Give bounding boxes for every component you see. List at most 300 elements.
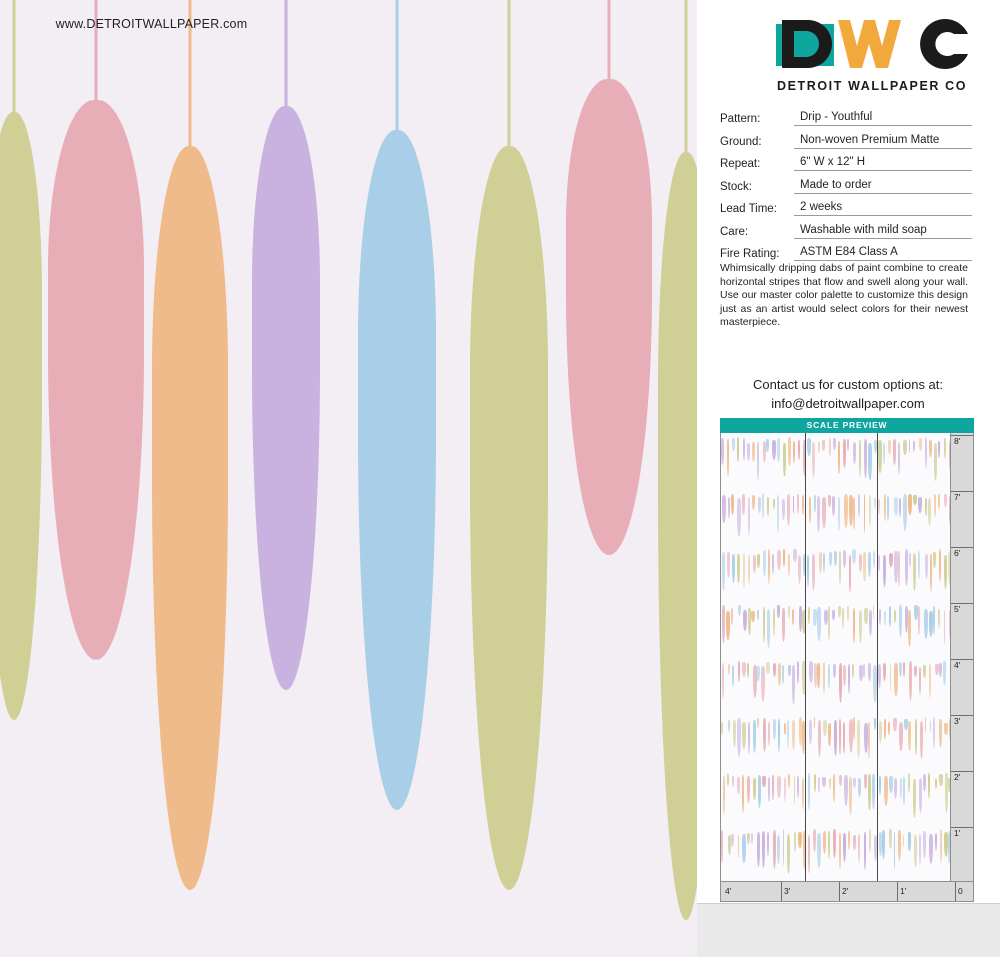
preview-drip xyxy=(889,776,893,793)
preview-drip xyxy=(944,438,946,459)
preview-drip xyxy=(853,835,856,851)
preview-drip xyxy=(857,720,860,758)
preview-drip xyxy=(898,551,900,587)
preview-drip xyxy=(747,443,750,461)
preview-drip xyxy=(728,835,731,855)
preview-drip xyxy=(818,442,820,453)
preview-drip xyxy=(797,494,799,515)
drip-shape xyxy=(658,0,697,957)
preview-drip xyxy=(873,605,875,618)
preview-drip xyxy=(893,439,897,464)
preview-drip xyxy=(925,437,927,469)
preview-drip xyxy=(807,438,811,456)
spec-row xyxy=(720,178,972,194)
preview-drip xyxy=(792,720,795,750)
preview-drip xyxy=(844,775,848,806)
preview-drip xyxy=(884,611,886,626)
contact-block xyxy=(720,375,976,413)
preview-drip xyxy=(748,555,750,584)
preview-drip xyxy=(721,830,723,864)
info-panel xyxy=(697,0,1000,957)
preview-drip xyxy=(762,493,764,518)
preview-drip xyxy=(772,554,774,573)
preview-drip xyxy=(748,722,750,754)
preview-drip xyxy=(839,775,843,786)
ruler-tick-horizontal: 2' xyxy=(839,882,848,901)
spec-row xyxy=(720,245,972,261)
preview-drip xyxy=(784,777,786,802)
preview-drip xyxy=(913,441,915,452)
preview-drip xyxy=(823,831,826,854)
preview-drip xyxy=(833,829,836,857)
preview-drip xyxy=(727,439,729,475)
preview-drip xyxy=(808,835,810,873)
preview-drip xyxy=(887,496,889,521)
preview-drip xyxy=(777,835,780,864)
preview-drip xyxy=(809,661,813,683)
preview-drip xyxy=(812,554,815,592)
ruler-tick-vertical: 3' xyxy=(951,715,973,727)
preview-drip xyxy=(763,718,766,752)
preview-drip xyxy=(933,606,935,635)
logo-letters xyxy=(757,14,987,76)
preview-drip xyxy=(833,438,836,451)
preview-drip xyxy=(894,497,898,516)
preview-drip xyxy=(792,665,794,704)
preview-drip xyxy=(777,495,780,532)
preview-drip xyxy=(772,440,776,460)
preview-drip xyxy=(823,553,825,572)
preview-drip xyxy=(758,497,761,513)
preview-drip xyxy=(919,667,921,696)
preview-drip xyxy=(817,833,821,868)
preview-drip xyxy=(778,719,780,752)
preview-drip xyxy=(832,496,835,516)
preview-drip xyxy=(939,549,941,582)
ruler-tick-vertical: 6' xyxy=(951,547,973,559)
preview-drip xyxy=(822,497,825,528)
preview-drip xyxy=(813,829,816,852)
preview-drip xyxy=(747,663,749,678)
preview-drip xyxy=(903,494,907,531)
preview-drip xyxy=(899,662,902,678)
preview-wall xyxy=(721,433,951,881)
preview-drip xyxy=(919,778,923,813)
preview-drip xyxy=(903,835,905,847)
preview-drip xyxy=(832,610,835,620)
preview-drip xyxy=(848,664,850,694)
preview-drip xyxy=(777,605,779,618)
preview-drip xyxy=(722,605,725,643)
preview-drip xyxy=(748,497,750,536)
preview-drip xyxy=(819,552,822,572)
preview-drip xyxy=(868,552,871,577)
footer-website: www.DETROITWALLPAPER.com xyxy=(55,17,248,31)
scale-preview-body xyxy=(720,433,974,881)
preview-drip xyxy=(889,829,893,849)
preview-drip xyxy=(913,495,917,505)
preview-drip xyxy=(844,494,848,528)
preview-drip xyxy=(757,718,759,728)
preview-drip xyxy=(889,553,893,567)
preview-drip xyxy=(838,441,840,474)
preview-drip xyxy=(752,442,755,462)
preview-drip xyxy=(853,497,855,531)
preview-drip xyxy=(944,832,948,857)
preview-drip xyxy=(842,608,844,628)
preview-drip xyxy=(757,442,759,480)
spec-value: Made to order xyxy=(794,178,972,194)
scale-preview-title: SCALE PREVIEW xyxy=(720,418,974,433)
preview-drip xyxy=(823,662,826,694)
brand-logo xyxy=(757,14,987,93)
preview-drip xyxy=(879,776,881,795)
preview-drip xyxy=(834,551,837,566)
preview-drip xyxy=(748,608,750,636)
preview-drip xyxy=(938,441,940,457)
preview-drip xyxy=(847,439,849,451)
preview-drip xyxy=(802,778,804,810)
preview-drip xyxy=(797,776,799,799)
preview-drip xyxy=(743,610,747,631)
preview-drip xyxy=(722,663,724,699)
preview-drip xyxy=(823,720,827,737)
preview-drip xyxy=(817,663,819,688)
preview-drip xyxy=(849,777,853,814)
preview-drip xyxy=(935,833,937,852)
preview-drip xyxy=(863,664,866,678)
preview-drip xyxy=(908,832,910,851)
preview-drip xyxy=(753,555,756,573)
preview-drip xyxy=(788,606,790,618)
preview-drip xyxy=(763,607,765,643)
preview-drip xyxy=(751,611,755,622)
preview-drip xyxy=(737,554,739,584)
preview-drip xyxy=(919,834,921,866)
preview-drip xyxy=(882,830,885,859)
preview-drip xyxy=(807,555,809,587)
preview-drip xyxy=(783,443,785,476)
preview-drip xyxy=(753,778,757,800)
preview-drip xyxy=(808,773,810,810)
spec-row xyxy=(720,133,972,149)
preview-drip xyxy=(883,443,885,464)
panel-seam xyxy=(877,433,878,881)
preview-drip xyxy=(753,720,756,753)
preview-drip xyxy=(869,829,871,853)
drip-shape xyxy=(358,0,436,850)
preview-drip xyxy=(919,438,923,451)
preview-drip xyxy=(913,779,917,819)
preview-drip xyxy=(814,774,816,792)
preview-drip xyxy=(909,553,911,567)
scale-preview xyxy=(720,418,974,901)
preview-drip xyxy=(761,666,765,702)
preview-drip xyxy=(733,720,736,747)
preview-drip xyxy=(793,441,795,463)
preview-drip xyxy=(773,719,776,739)
preview-drip xyxy=(809,497,812,522)
preview-drip xyxy=(928,773,930,799)
pattern-description: Whimsically dripping dabs of paint combine to create horizontal stripes that flow and swell along your wall. Use our master color palette to customize this design just as an artist would select colors for their newest masterpiece. xyxy=(720,262,968,328)
preview-drip xyxy=(772,775,774,800)
preview-drip xyxy=(782,665,785,684)
preview-drip xyxy=(938,494,940,509)
preview-drip xyxy=(728,497,730,519)
spec-value: Non-woven Premium Matte xyxy=(794,133,972,149)
preview-drip xyxy=(777,438,780,461)
drip-shape xyxy=(0,0,42,760)
preview-drip xyxy=(864,774,867,788)
spec-value: 2 weeks xyxy=(794,200,972,216)
preview-drip xyxy=(935,664,939,675)
preview-drip xyxy=(743,553,746,589)
preview-drip xyxy=(782,499,785,520)
preview-drip xyxy=(847,606,849,621)
preview-drip xyxy=(833,664,837,678)
preview-drip xyxy=(783,549,786,567)
preview-drip xyxy=(874,498,876,508)
preview-drip xyxy=(778,663,781,686)
preview-drip xyxy=(903,440,907,455)
preview-drip xyxy=(843,665,846,687)
preview-drip xyxy=(933,552,936,569)
preview-drip xyxy=(794,832,796,852)
preview-drip xyxy=(773,499,775,509)
preview-drip xyxy=(918,551,920,579)
preview-drip xyxy=(728,720,730,732)
preview-drip xyxy=(751,833,753,843)
preview-drip xyxy=(814,495,817,513)
preview-drip xyxy=(914,666,917,677)
preview-drip xyxy=(777,550,780,571)
preview-drip xyxy=(890,664,892,692)
preview-drip xyxy=(859,554,862,573)
preview-drip xyxy=(742,775,745,814)
preview-drip xyxy=(794,775,796,806)
preview-drip xyxy=(900,778,903,799)
preview-drip xyxy=(938,609,940,628)
preview-drip xyxy=(731,608,733,625)
preview-drip xyxy=(899,498,901,518)
preview-drip xyxy=(742,834,745,863)
preview-drip xyxy=(879,609,881,625)
dwc-logo-icon xyxy=(772,14,972,76)
vertical-ruler xyxy=(950,433,973,881)
spec-label: Fire Rating: xyxy=(720,248,780,260)
preview-drip xyxy=(839,551,841,584)
preview-drip xyxy=(767,609,771,648)
preview-drip xyxy=(817,607,820,640)
preview-drip xyxy=(873,551,875,568)
preview-drip xyxy=(822,777,826,787)
preview-drip xyxy=(925,717,927,733)
preview-drip xyxy=(883,555,886,587)
preview-drip xyxy=(928,498,931,526)
ruler-tick-horizontal: 3' xyxy=(781,882,790,901)
preview-drip xyxy=(908,721,911,751)
spec-value: ASTM E84 Class A xyxy=(794,245,972,261)
preview-drip xyxy=(757,554,761,568)
preview-drip xyxy=(743,438,745,461)
preview-drip xyxy=(728,664,730,675)
preview-drip xyxy=(853,442,856,463)
preview-drip xyxy=(925,554,928,579)
preview-drip xyxy=(737,437,740,462)
drip-shape xyxy=(252,0,320,730)
preview-drip xyxy=(767,832,769,857)
preview-drip xyxy=(822,440,825,452)
preview-drip xyxy=(864,439,867,478)
preview-drip xyxy=(930,554,932,592)
preview-drip xyxy=(839,663,843,703)
preview-drip xyxy=(766,439,769,452)
preview-drip xyxy=(798,440,800,461)
preview-drip xyxy=(828,664,830,689)
preview-drip xyxy=(731,834,734,848)
preview-drip xyxy=(868,663,871,681)
preview-drip xyxy=(767,497,769,516)
spec-label: Stock: xyxy=(720,180,752,193)
preview-drip xyxy=(812,442,815,478)
preview-drip xyxy=(929,834,933,864)
preview-drip xyxy=(747,833,750,844)
footer-bar xyxy=(697,903,1000,957)
preview-drip xyxy=(817,496,820,532)
ruler-tick-horizontal: 0 xyxy=(955,882,963,901)
preview-drip xyxy=(828,606,830,641)
spec-label: Ground: xyxy=(720,135,762,148)
preview-drip xyxy=(929,611,933,637)
preview-drip xyxy=(731,494,734,516)
preview-drip xyxy=(838,497,840,531)
spec-row xyxy=(720,155,972,171)
preview-drip xyxy=(853,608,855,644)
preview-drip xyxy=(721,722,723,735)
preview-drip xyxy=(773,608,775,635)
preview-drip xyxy=(884,494,886,521)
preview-drip xyxy=(934,443,938,481)
spec-row xyxy=(720,110,972,126)
preview-drip xyxy=(721,438,724,465)
preview-drip xyxy=(726,611,729,640)
preview-drip xyxy=(939,663,942,677)
preview-drip xyxy=(933,717,935,748)
drip-shape xyxy=(48,0,144,700)
preview-drip xyxy=(829,778,831,789)
preview-drip xyxy=(859,610,862,643)
preview-drip xyxy=(909,661,912,701)
preview-drip xyxy=(783,829,785,865)
preview-drip xyxy=(766,662,769,674)
preview-drip xyxy=(797,661,799,684)
preview-drip xyxy=(782,608,786,642)
panel-seam xyxy=(805,433,806,881)
spec-label: Repeat: xyxy=(720,158,761,170)
preview-drip xyxy=(884,719,886,738)
spec-row xyxy=(720,223,972,239)
preview-drip xyxy=(784,723,787,735)
preview-drip xyxy=(742,662,746,677)
spec-label: Pattern: xyxy=(720,113,761,125)
preview-drip xyxy=(737,777,740,794)
preview-drip xyxy=(737,718,741,757)
preview-drip xyxy=(777,776,781,798)
preview-drip xyxy=(742,722,745,749)
preview-drip xyxy=(853,778,856,788)
preview-drip xyxy=(930,721,932,731)
preview-drip xyxy=(923,665,926,678)
preview-drip xyxy=(944,610,946,645)
preview-drip xyxy=(737,498,740,536)
preview-drip xyxy=(732,438,735,450)
preview-drip xyxy=(899,605,902,637)
preview-drip xyxy=(788,554,790,576)
preview-drip xyxy=(738,605,741,616)
preview-drip xyxy=(853,717,855,740)
preview-drip xyxy=(732,554,735,584)
drip-shape xyxy=(470,0,548,930)
preview-drip xyxy=(829,438,831,457)
spec-row xyxy=(720,200,972,216)
preview-drip xyxy=(878,440,881,473)
spec-value: Drip - Youthful xyxy=(794,110,972,126)
preview-drip xyxy=(943,661,945,685)
spec-table xyxy=(720,110,972,268)
preview-drip xyxy=(898,442,900,474)
preview-drip xyxy=(894,663,897,696)
preview-drip xyxy=(915,719,918,755)
preview-drip xyxy=(883,663,886,681)
preview-drip xyxy=(858,834,860,863)
preview-drip xyxy=(722,495,726,523)
preview-drip xyxy=(903,662,905,676)
preview-drip xyxy=(874,718,876,730)
preview-drip xyxy=(899,722,903,751)
preview-drip xyxy=(843,550,846,568)
preview-drip xyxy=(763,550,766,576)
preview-drip xyxy=(757,832,760,867)
preview-drip xyxy=(814,717,816,729)
preview-drip xyxy=(843,722,845,754)
preview-drip xyxy=(944,555,947,590)
ruler-tick-vertical: 4' xyxy=(951,659,973,671)
preview-drip xyxy=(828,723,830,746)
preview-drip xyxy=(738,835,740,858)
preview-drip xyxy=(833,774,835,802)
preview-drip xyxy=(839,833,841,869)
preview-drip xyxy=(849,495,853,526)
preview-drip xyxy=(813,609,816,626)
preview-drip xyxy=(878,499,880,514)
preview-drip xyxy=(852,664,854,679)
ruler-tick-vertical: 8' xyxy=(951,435,973,447)
spec-value: 6" W x 12" H xyxy=(794,155,972,171)
preview-drip xyxy=(898,830,901,862)
preview-drip xyxy=(923,774,926,791)
preview-drip xyxy=(793,549,797,561)
preview-drip xyxy=(944,494,946,507)
contact-line-1: Contact us for custom options at: xyxy=(752,377,944,392)
preview-drip xyxy=(773,663,776,677)
preview-drip xyxy=(929,440,931,457)
spec-label: Care: xyxy=(720,225,749,238)
preview-drip xyxy=(894,778,897,799)
preview-drip xyxy=(838,606,841,618)
preview-drip xyxy=(858,778,861,797)
preview-drip xyxy=(747,776,750,803)
preview-drip xyxy=(872,774,875,808)
